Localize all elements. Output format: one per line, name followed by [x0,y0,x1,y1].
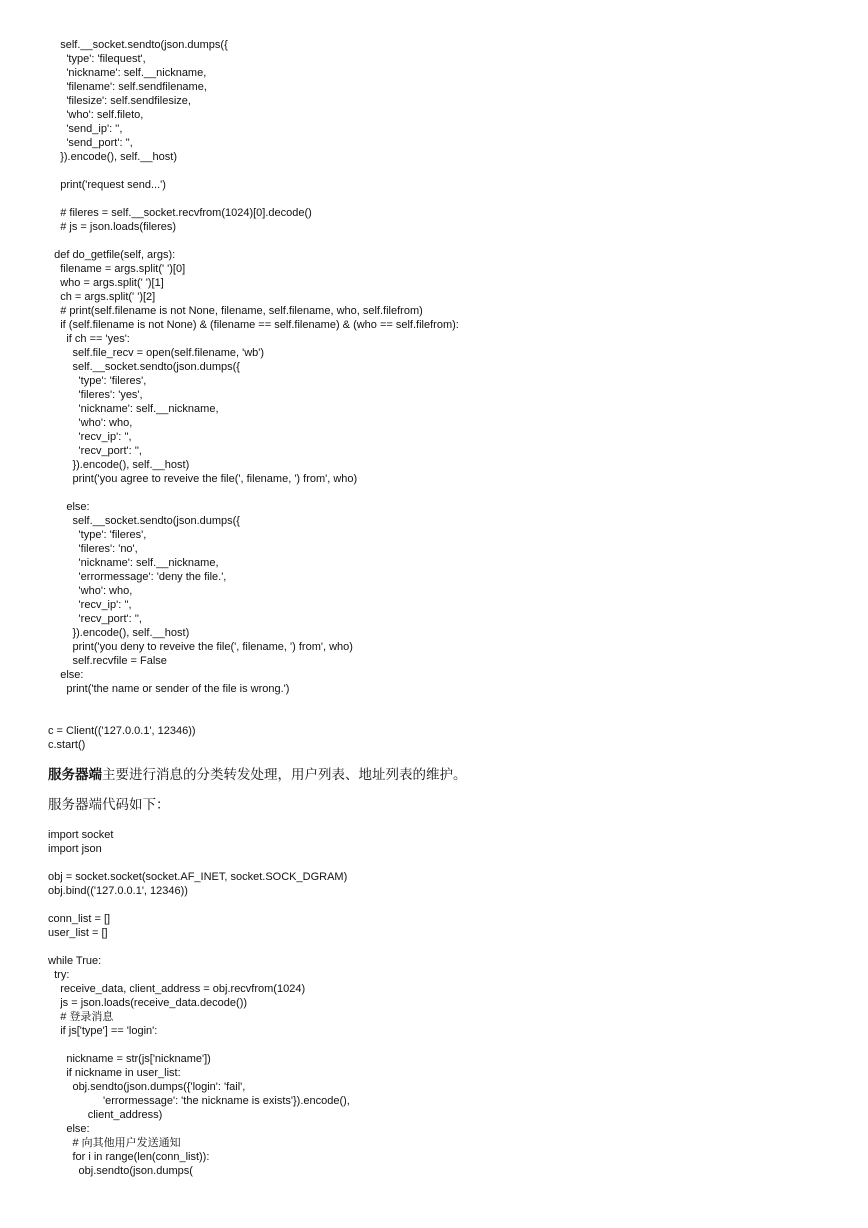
code-line: print('you deny to reveive the file(', filename, ') from', who) [48,641,353,653]
code-line: 'nickname': self.__nickname, [48,403,219,415]
code-line: 'recv_port': '', [48,445,142,457]
code-line: }).encode(), self.__host) [48,627,190,639]
code-line [48,710,459,724]
code-line: if ch == 'yes': [48,333,130,345]
code-line: # js = json.loads(fileres) [48,221,177,233]
client-code-block [48,38,459,752]
code-line [48,192,459,206]
server-code-intro-paragraph: 服务器端代码如下： [48,797,170,813]
code-line: nickname = str(js['nickname']) [48,1053,211,1065]
code-line: filename = args.split(' ')[0] [48,263,186,275]
code-line: if (self.filename is not None) & (filename == self.filename) & (who == self.filefrom): [48,319,459,331]
code-line: self.__socket.sendto(json.dumps({ [48,39,228,51]
server-description-paragraph [48,765,467,785]
code-line: obj.sendto(json.dumps( [48,1165,193,1177]
code-line: obj.bind(('127.0.0.1', 12346)) [48,885,188,897]
code-line: if nickname in user_list: [48,1067,181,1079]
code-line: 'who': who, [48,417,133,429]
code-line: while True: [48,955,102,967]
code-line: self.recvfile = False [48,655,167,667]
code-line [48,940,350,954]
server-term-bold: 服务器端 [48,767,102,783]
code-line: print('the name or sender of the file is wrong.') [48,683,290,695]
code-line: 'type': 'fileres', [48,529,147,541]
code-line [48,1038,350,1052]
code-line: 'nickname': self.__nickname, [48,67,207,79]
code-line: conn_list = [] [48,913,111,925]
code-line [48,486,459,500]
code-line: 'fileres': 'yes', [48,389,143,401]
code-line: 'who': self.fileto, [48,109,144,121]
code-line: obj = socket.socket(socket.AF_INET, socket.SOCK_DGRAM) [48,871,348,883]
code-line: 'who': who, [48,585,133,597]
code-line: 'type': 'filequest', [48,53,146,65]
code-line: }).encode(), self.__host) [48,151,178,163]
code-line: else: [48,669,84,681]
code-line: import socket [48,829,114,841]
code-line: 'recv_port': '', [48,613,142,625]
code-line: try: [48,969,70,981]
code-line: user_list = [] [48,927,108,939]
code-line: else: [48,1123,90,1135]
server-description-text: 主要进行消息的分类转发处理，用户列表、地址列表的维护。 [102,767,467,783]
server-code-block [48,828,350,1178]
code-line: print('request send...') [48,179,166,191]
code-line: # 登录消息 [48,1011,114,1023]
code-line: js = json.loads(receive_data.decode()) [48,997,248,1009]
code-line: else: [48,501,90,513]
code-line: # fileres = self.__socket.recvfrom(1024)[0].decode() [48,207,312,219]
code-line: c.start() [48,739,86,751]
code-line: 'fileres': 'no', [48,543,138,555]
code-line: 'send_ip': '', [48,123,123,135]
code-line: 'recv_ip': '', [48,599,132,611]
code-line: client_address) [48,1109,163,1121]
code-line: # print(self.filename is not None, filename, self.filename, who, self.filefrom) [48,305,423,317]
code-line: # 向其他用户发送通知 [48,1137,181,1149]
code-line [48,898,350,912]
code-line [48,696,459,710]
code-line [48,856,350,870]
code-line: self.__socket.sendto(json.dumps({ [48,515,240,527]
code-line: receive_data, client_address = obj.recvfrom(1024) [48,983,306,995]
code-line: c = Client(('127.0.0.1', 12346)) [48,725,196,737]
code-line: def do_getfile(self, args): [48,249,176,261]
code-line: obj.sendto(json.dumps({'login': 'fail', [48,1081,246,1093]
code-line: ch = args.split(' ')[2] [48,291,156,303]
code-line: self.__socket.sendto(json.dumps({ [48,361,240,373]
code-line: print('you agree to reveive the file(', filename, ') from', who) [48,473,358,485]
code-line [48,234,459,248]
code-line: for i in range(len(conn_list)): [48,1151,210,1163]
code-line: if js['type'] == 'login': [48,1025,158,1037]
code-line: 'errormessage': 'the nickname is exists'}).encode(), [48,1095,350,1107]
code-line: import json [48,843,102,855]
code-line: 'recv_ip': '', [48,431,132,443]
code-line: who = args.split(' ')[1] [48,277,164,289]
code-line: 'errormessage': 'deny the file.', [48,571,227,583]
code-line: 'nickname': self.__nickname, [48,557,219,569]
code-line: 'filename': self.sendfilename, [48,81,207,93]
code-line: 'send_port': '', [48,137,133,149]
code-line: 'type': 'fileres', [48,375,147,387]
code-line: 'filesize': self.sendfilesize, [48,95,191,107]
code-line [48,164,459,178]
code-line: self.file_recv = open(self.filename, 'wb') [48,347,265,359]
code-line: }).encode(), self.__host) [48,459,190,471]
